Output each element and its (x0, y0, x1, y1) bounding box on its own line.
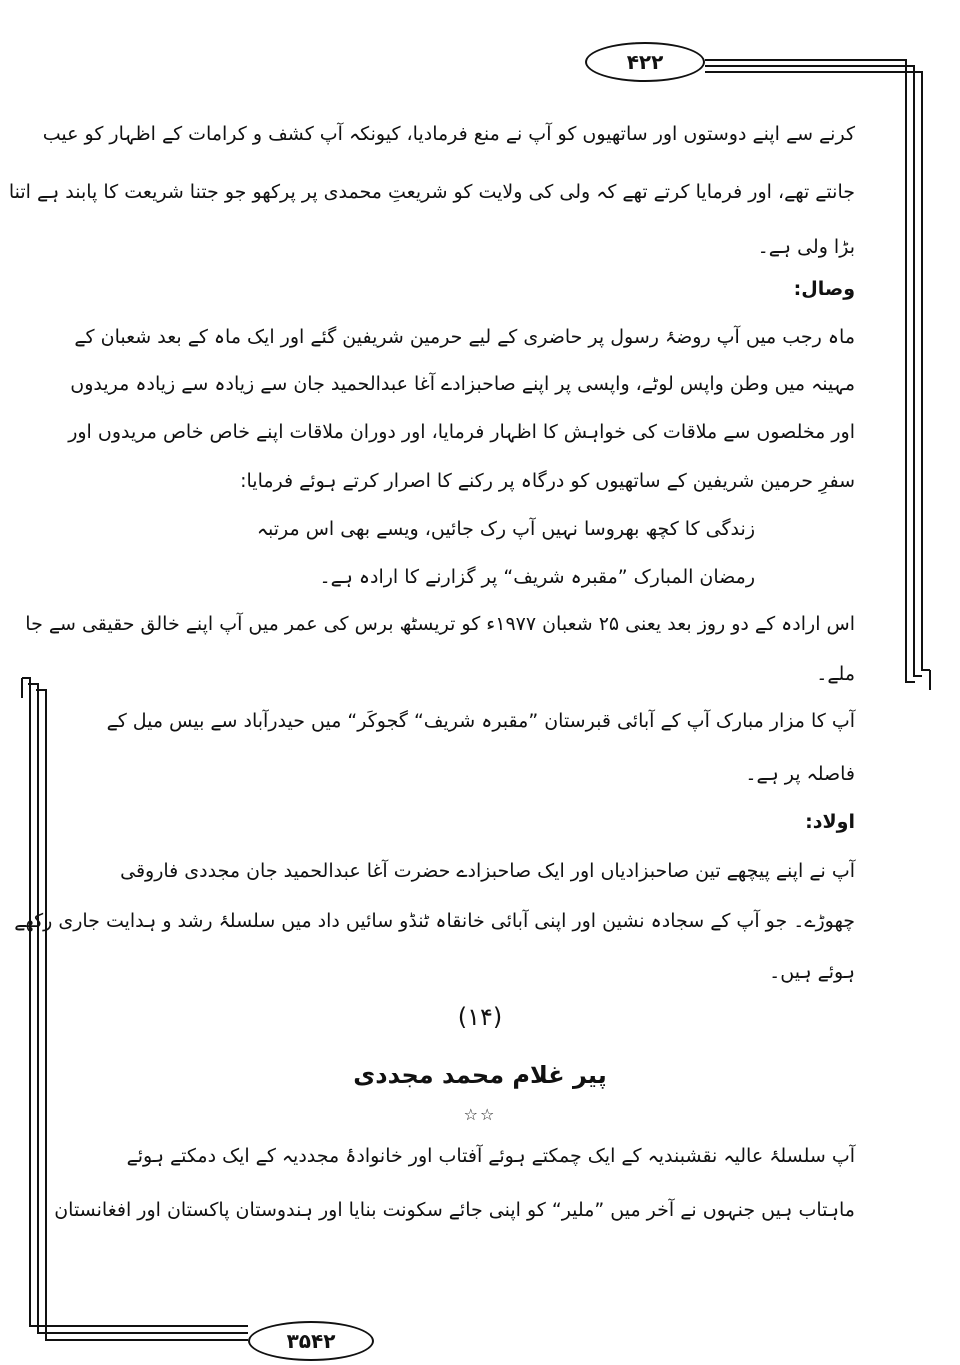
paragraph-line: فاصلہ پر ہے۔ (745, 763, 855, 785)
paragraph-line: آپ کا مزار مبارک آپ کے آبائی قبرستان ”مقبرہ شریف“ گجوکَر“ میں حیدرآباد سے بیس میل کے (106, 710, 855, 732)
paragraph-line: سفرِ حرمین شریفین کے ساتھیوں کو درگاہ پر رکنے کا اصرار کرتے ہوئے فرمایا: (240, 470, 855, 492)
paragraph-line: آپ سلسلۂ عالیہ نقشبندیہ کے ایک چمکتے ہوئے آفتاب اور خانوادۂ مجددیہ کے ایک دمکتے ہوئے (126, 1145, 855, 1167)
paragraph-line: ماہ رجب میں آپ روضۂ رسول پر حاضری کے لیے حرمین شریفین گئے اور ایک ماہ کے بعد شعبان کے (74, 326, 855, 348)
paragraph-line: بڑا ولی ہے۔ (757, 236, 855, 258)
decorative-stars: ☆☆ (463, 1105, 497, 1124)
paragraph-line: اور مخلصوں سے ملاقات کی خواہش کا اظہار فرمایا، اور دوران ملاقات اپنے خاص خاص مریدوں اور (68, 421, 855, 443)
paragraph-line: کرنے سے اپنے دوستوں اور ساتھیوں کو آپ نے منع فرمادیا، کیونکہ آپ کشف و کرامات کے اظہار کو عیب (42, 123, 855, 145)
paragraph-line: ہوئے ہیں۔ (769, 961, 855, 983)
quote-line: رمضان المبارک ”مقبرہ شریف“ پر گزارنے کا ارادہ ہے۔ (319, 566, 755, 588)
section-heading-aulad: اولاد: (805, 811, 855, 833)
page-number-top: ۴۲۲ (585, 42, 705, 82)
paragraph-line: چھوڑے۔ جو آپ کے سجادہ نشین اور اپنی آبائی خانقاہ ٹنڈو سائیں داد میں سلسلۂ رشد و ہدایت جاری رکھے (14, 910, 855, 932)
section-heading-wisal: وصال: (793, 278, 855, 300)
section-number: (۱۴) (457, 1003, 503, 1031)
page-number-bottom: ۳۵۴۲ (248, 1321, 374, 1361)
paragraph-line: اس ارادہ کے دو روز بعد یعنی ۲۵ شعبان ۱۹۷۷ء کو تریسٹھ برس کی عمر میں آپ اپنے خالق حقیقی سے جا (25, 613, 855, 635)
paragraph-line: ماہتاب ہیں جنہوں نے آخر میں ”ملیر“ کو اپنی جائے سکونت بنایا اور ہندوستان پاکستان اور افغانستان (54, 1199, 855, 1221)
paragraph-line: جانتے تھے، اور فرمایا کرتے تھے کہ ولی کی ولایت کو شریعتِ محمدی پر پرکھو جو جتنا شریعت کا پابند ہے اتنا (8, 181, 855, 203)
paragraph-line: مہینہ میں وطن واپس لوٹے، واپسی پر اپنے صاحبزادے آغا عبدالحمید جان سے زیادہ سے زیادہ مریدوں (70, 373, 855, 395)
paragraph-line: آپ نے اپنے پیچھے تین صاحبزادیاں اور ایک صاحبزادے حضرت آغا عبدالحمید جان مجددی فاروقی (120, 860, 855, 882)
section-title: پیر غلام محمد مجددی (353, 1061, 607, 1089)
quote-line: زندگی کا کچھ بھروسا نہیں آپ رک جائیں، ویسے بھی اس مرتبہ (256, 518, 755, 540)
paragraph-line: ملے۔ (816, 663, 855, 685)
